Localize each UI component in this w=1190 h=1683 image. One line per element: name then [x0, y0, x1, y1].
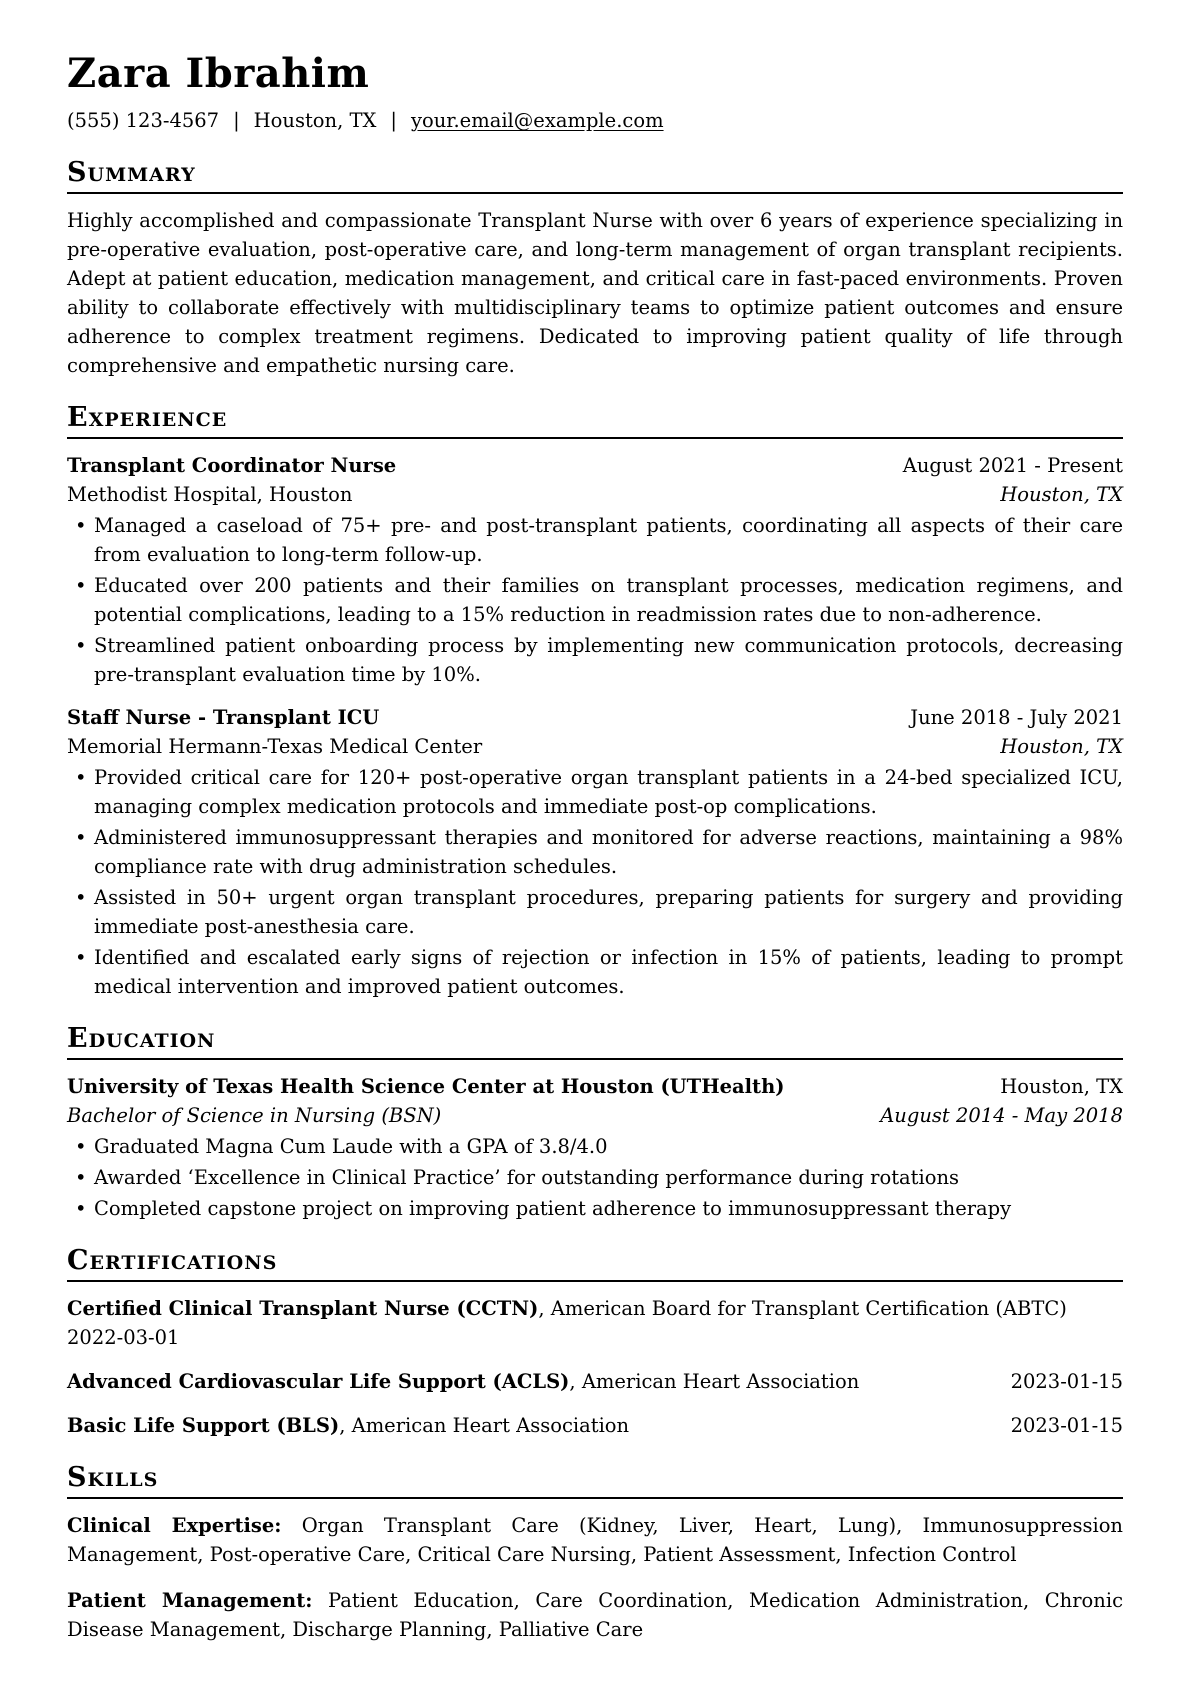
school-dates: August 2014 - May 2018: [880, 1104, 1123, 1127]
skill-group-label: Clinical Expertise:: [67, 1514, 282, 1537]
skill-group-text: Organ Transplant Care (Kidney, Liver, Heart, Lung), Immunosuppression Management, Post-operative Care, Critical Care Nursing, Patient Assessment, Infection Control: [67, 1514, 1123, 1566]
school-location: Houston, TX: [1000, 1075, 1123, 1098]
skill-group-text: Patient Education, Care Coordination, Medication Administration, Chronic Disease Management, Discharge Planning, Palliative Care: [67, 1589, 1123, 1641]
education-heading: Education: [67, 1023, 1123, 1060]
certification-separator: ,: [569, 1370, 582, 1393]
certification-text: [67, 1294, 1067, 1323]
section-certifications: [67, 1245, 1123, 1440]
bullet-item: • Educated over 200 patients and their families on transplant processes, medication regimens, and potential complications, leading to a 15% reduction in readmission rates due to non-adherence.: [94, 571, 1123, 629]
certification-issuer: American Heart Association: [351, 1414, 630, 1437]
section-education: [67, 1023, 1123, 1223]
job-company: Methodist Hospital, Houston: [67, 483, 353, 506]
certification-issuer: American Board for Transplant Certification (ABTC): [550, 1297, 1067, 1320]
job-title: Transplant Coordinator Nurse: [67, 454, 397, 477]
job-location: Houston, TX: [1000, 483, 1123, 506]
skill-group-label: Patient Management:: [67, 1589, 313, 1612]
job-dates: June 2018 - July 2021: [910, 706, 1123, 729]
job-company: Memorial Hermann-Texas Medical Center: [67, 735, 483, 758]
job-location: Houston, TX: [1000, 735, 1123, 758]
section-skills: [67, 1462, 1123, 1644]
summary-heading: Summary: [67, 157, 1123, 194]
job-title-row: [67, 703, 1123, 732]
bullet-list: [67, 511, 1123, 689]
bullet-item: • Awarded ‘Excellence in Clinical Practice’ for outstanding performance during rotations: [94, 1163, 1123, 1192]
bullet-item: • Graduated Magna Cum Laude with a GPA of 3.8/4.0: [94, 1132, 1123, 1161]
location-text: Houston, TX: [253, 109, 377, 132]
certification-title: Advanced Cardiovascular Life Support (ACLS): [67, 1370, 570, 1393]
email-link[interactable]: your.email@example.com: [410, 109, 664, 132]
bullet-list: [67, 1132, 1123, 1223]
experience-heading: Experience: [67, 402, 1123, 439]
job-dates: August 2021 - Present: [902, 454, 1123, 477]
certification-entry: [67, 1294, 1123, 1352]
certification-separator: ,: [538, 1297, 551, 1320]
job-entry: [67, 451, 1123, 689]
job-title-row: [67, 451, 1123, 480]
certification-entry: [67, 1411, 1123, 1440]
contact-line: [67, 106, 1123, 135]
summary-text: Highly accomplished and compassionate Transplant Nurse with over 6 years of experience specializing in pre-operative evaluation, post-operative care, and long-term management of organ transplant recipients. Adept at patient education, medication management, and critical care in fast-paced environments. Proven ability to collaborate effectively with multidisciplinary teams to optimize patient outcomes and ensure adherence to complex treatment regimens. Dedicated to improving patient quality of life through comprehensive and empathetic nursing care.: [67, 209, 1123, 377]
school-name: University of Texas Health Science Center at Houston (UTHealth): [67, 1075, 785, 1098]
bullet-item: • Identified and escalated early signs of rejection or infection in 15% of patients, leading to prompt medical intervention and improved patient outcomes.: [94, 943, 1123, 1001]
bullet-item: • Administered immunosuppressant therapies and monitored for adverse reactions, maintaining a 98% compliance rate with drug administration schedules.: [94, 823, 1123, 881]
bullet-list: [67, 763, 1123, 1001]
certification-text: [67, 1411, 629, 1440]
job-title: Staff Nurse - Transplant ICU: [67, 706, 380, 729]
bullet-item: • Assisted in 50+ urgent organ transplant procedures, preparing patients for surgery and providing immediate post-anesthesia care.: [94, 883, 1123, 941]
job-entry: [67, 703, 1123, 1001]
contact-separator: |: [233, 109, 240, 132]
bullet-item: • Completed capstone project on improving patient adherence to immunosuppressant therapy: [94, 1194, 1123, 1223]
certification-separator: ,: [339, 1414, 352, 1437]
skill-group: [67, 1511, 1123, 1569]
person-name: Zara Ibrahim: [67, 50, 370, 97]
certification-date: 2023-01-15: [1010, 1370, 1123, 1393]
section-experience: [67, 402, 1123, 1001]
certification-date: 2023-01-15: [1010, 1414, 1123, 1437]
job-company-row: [67, 480, 1123, 509]
bullet-item: • Managed a caseload of 75+ pre- and post-transplant patients, coordinating all aspects of their care from evaluation to long-term follow-up.: [94, 511, 1123, 569]
school-degree-row: [67, 1101, 1123, 1130]
school-title-row: [67, 1072, 1123, 1101]
certification-date: 2022-03-01: [67, 1326, 180, 1349]
certifications-heading: Certifications: [67, 1245, 1123, 1282]
degree-name: Bachelor of Science in Nursing (BSN): [67, 1104, 442, 1127]
certification-title: Certified Clinical Transplant Nurse (CCTN): [67, 1297, 539, 1320]
skill-group: [67, 1586, 1123, 1644]
certification-text: [67, 1367, 859, 1396]
certification-title: Basic Life Support (BLS): [67, 1414, 340, 1437]
bullet-item: • Provided critical care for 120+ post-operative organ transplant patients in a 24-bed specialized ICU, managing complex medication protocols and immediate post-op complications.: [94, 763, 1123, 821]
section-summary: [67, 157, 1123, 380]
resume-header: [67, 52, 1123, 135]
school-entry: [67, 1072, 1123, 1223]
bullet-item: • Streamlined patient onboarding process by implementing new communication protocols, decreasing pre-transplant evaluation time by 10%.: [94, 631, 1123, 689]
certification-issuer: American Heart Association: [581, 1370, 860, 1393]
skills-heading: Skills: [67, 1462, 1123, 1499]
phone-number: (555) 123-4567: [67, 109, 220, 132]
certification-entry: [67, 1367, 1123, 1396]
job-company-row: [67, 732, 1123, 761]
contact-separator: |: [390, 109, 397, 132]
